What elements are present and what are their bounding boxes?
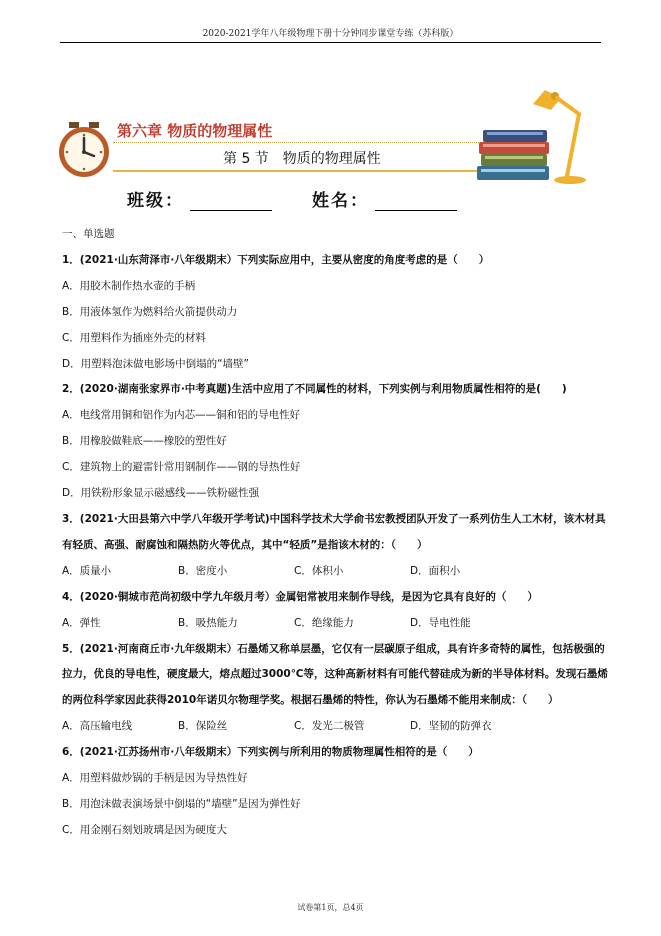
option: D．用塑料泡沫做电影场中倒塌的“墙壁” bbox=[62, 357, 249, 370]
header-divider bbox=[60, 42, 601, 43]
option-row bbox=[62, 559, 610, 585]
option: C．用金刚石刻划玻璃是因为硬度大 bbox=[62, 823, 227, 836]
question-4 bbox=[62, 585, 610, 637]
option: B．吸热能力 bbox=[178, 616, 238, 629]
option: C．体积小 bbox=[294, 564, 344, 577]
option: A．用塑料做炒锅的手柄是因为导热性好 bbox=[62, 772, 248, 785]
question-stem: 6．(2021·江苏扬州市·八年级期末）下列实例与所利用的物质物理属性相符的是（ ） bbox=[62, 746, 479, 759]
section-divider bbox=[113, 170, 505, 172]
section-title: 第 5 节 物质的物理属性 bbox=[223, 151, 381, 167]
question-stem: 1．(2021·山东菏泽市·八年级期末）下列实际应用中，主要从密度的角度考虑的是（ ） bbox=[62, 253, 490, 266]
option: B．用泡沫做表演场景中倒塌的“墙壁”是因为弹性好 bbox=[62, 797, 301, 810]
option-row bbox=[62, 714, 610, 740]
question-1 bbox=[62, 248, 610, 378]
question-3 bbox=[62, 507, 610, 585]
option: D．面积小 bbox=[410, 564, 461, 577]
question-stem: 4．(2020·铜城市范尚初级中学九年级月考）金属铝常被用来制作导线，是因为它具有良好的（ ） bbox=[62, 590, 538, 603]
chapter-title: 第六章 物质的物理属性 bbox=[117, 122, 273, 140]
clock-icon bbox=[57, 122, 111, 182]
question-list bbox=[62, 222, 610, 844]
class-blank bbox=[190, 196, 272, 211]
question-5 bbox=[62, 637, 610, 741]
class-label: 班级： bbox=[127, 191, 184, 211]
option: B．用橡胶做鞋底——橡胶的塑性好 bbox=[62, 435, 227, 448]
section-heading: 一、单选题 bbox=[62, 228, 115, 240]
page-footer: 试卷第1页，总4页 bbox=[297, 903, 364, 912]
option: D．用铁粉形象显示磁感线——铁粉磁性强 bbox=[62, 487, 260, 500]
page-header-title: 2020-2021学年八年级物理下册十分钟同步课堂专练（苏科版） bbox=[202, 29, 459, 39]
option: A．弹性 bbox=[62, 616, 101, 629]
option: A．用胶木制作热水壶的手柄 bbox=[62, 279, 196, 292]
books-lamp-illustration bbox=[475, 84, 615, 189]
name-label: 姓名： bbox=[312, 191, 369, 211]
option: C．用塑料作为插座外壳的材料 bbox=[62, 331, 206, 344]
question-stem: 2．(2020·湖南张家界市·中考真题)生活中应用了不同属性的材料，下列实例与利用物质属性相符的是( ) bbox=[62, 383, 567, 396]
chapter-divider bbox=[113, 142, 505, 143]
option: A．高压输电线 bbox=[62, 720, 133, 733]
option: B．用液体氢作为燃料给火箭提供动力 bbox=[62, 305, 238, 318]
question-stem: 5．(2021·河南商丘市·九年级期末）石墨烯又称单层墨，它仅有一层碳原子组成，具有许多奇特的属性，包括极强的拉力，优良的导电性，硬度最大，熔点超过3000℃等，这种高新材料有可能代替硅成为新的半导体材料。发现石墨烯的两位科学家因此获得2010年诺贝尔物理学奖。根据石墨烯的特性，你认为石墨烯不能用来制成：（ ） bbox=[62, 642, 608, 707]
question-stem: 3．(2021·大田县第六中学八年级开学考试)中国科学技术大学俞书宏教授团队开发了一系列仿生人工木材，该木材具有轻质、高强、耐腐蚀和隔热防火等优点，其中“轻质”是指该木材的：（ ） bbox=[62, 512, 606, 551]
option: C．绝缘能力 bbox=[294, 616, 354, 629]
option: C．建筑物上的避雷针常用钢制作——钢的导热性好 bbox=[62, 461, 301, 474]
option: A．电线常用铜和铝作为内芯——铜和铝的导电性好 bbox=[62, 409, 301, 422]
option: D．坚韧的防弹衣 bbox=[410, 720, 492, 733]
option: C．发光二极管 bbox=[294, 720, 365, 733]
question-6 bbox=[62, 740, 610, 844]
class-name-line bbox=[127, 186, 497, 211]
name-blank bbox=[375, 196, 457, 211]
question-2 bbox=[62, 377, 610, 507]
option: A．质量小 bbox=[62, 564, 112, 577]
option-row bbox=[62, 611, 610, 637]
option: B．密度小 bbox=[178, 564, 228, 577]
option: D．导电性能 bbox=[410, 616, 471, 629]
option: B．保险丝 bbox=[178, 720, 228, 733]
